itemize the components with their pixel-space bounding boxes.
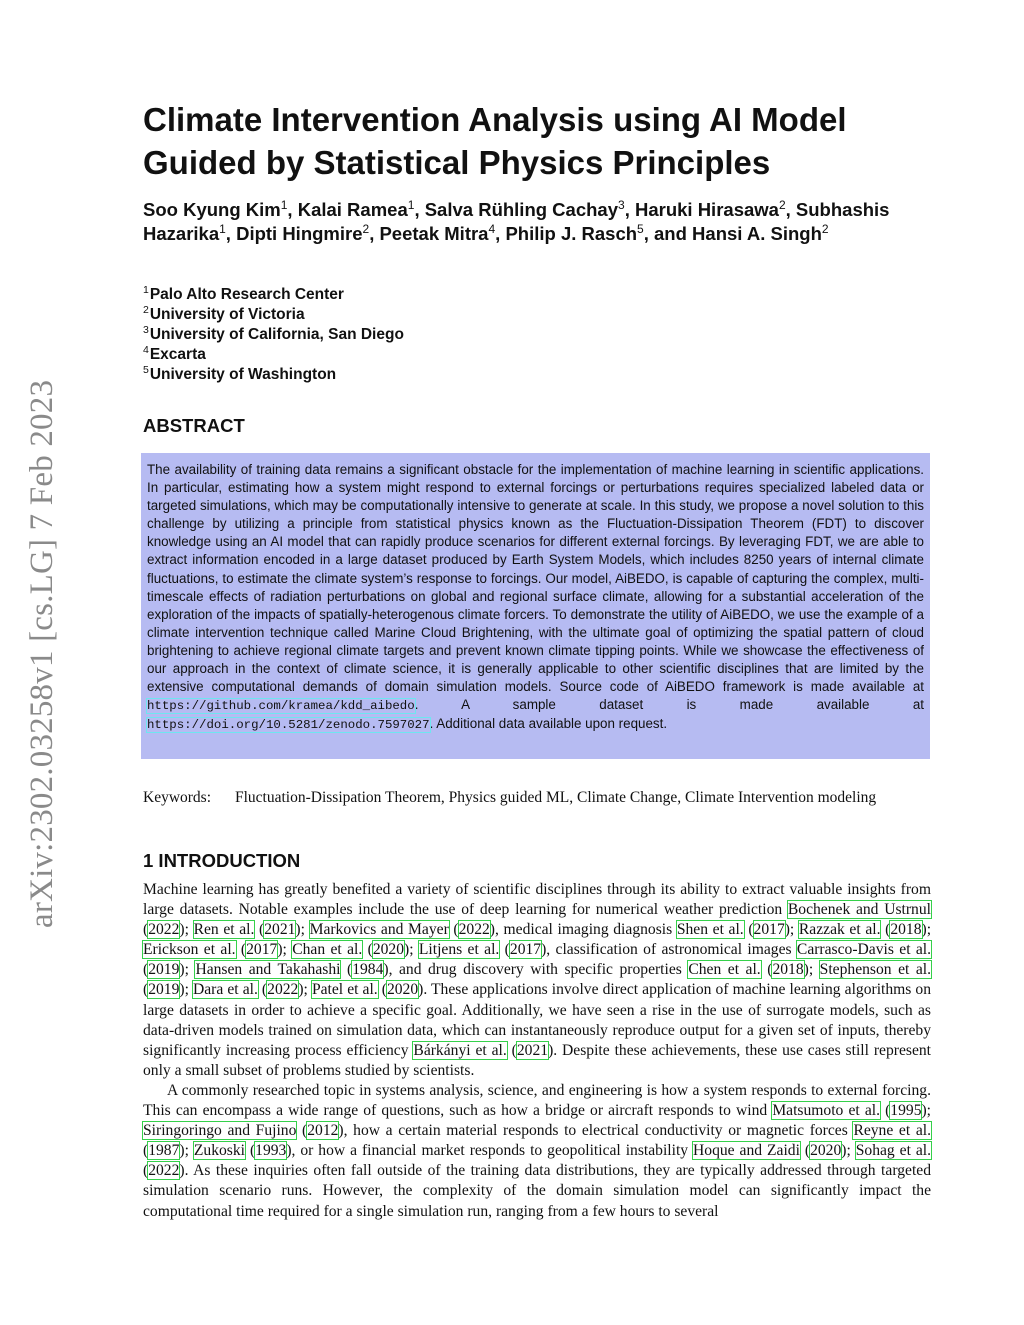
author-name: Soo Kyung Kim [143,199,281,220]
citation-link[interactable]: 2020 [372,941,404,959]
author-list: Soo Kyung Kim$^1$, Kalai Ramea$^1$, Salva Rühling Cachay$^3$, Haruki Hirasawa$^2$, Subhashis Hazarika$^1$, Dipti Hingmire$^2$, Peetak Mitra$^4$, Philip J. Rasch$^5$, and Hansi A. Singh$^2$ [143,198,890,244]
author-affiliation-marker: 1 [407,198,415,212]
affiliation-item [143,325,743,345]
keywords-label: Keywords: [143,789,212,806]
author-affiliation-marker: 2 [821,222,829,236]
citation-link[interactable]: 2017 [509,941,542,959]
citation-link[interactable]: 2018 [772,961,804,979]
keywords-text: Fluctuation-Dissipation Theorem, Physics guided ML, Climate Change, Climate Intervention modeling [235,789,877,806]
affiliation-marker: 5 [143,364,149,376]
affiliation-item [143,345,743,365]
affiliation-marker: 4 [143,344,149,356]
affiliation-list [143,285,743,385]
citation-link[interactable]: Hoque and Zaidi [693,1142,800,1160]
arxiv-identifier: arXiv:2302.03258v1 [cs.LG] 7 Feb 2023 [24,379,60,928]
citation-link[interactable]: 2022 [148,1162,180,1180]
citation-link[interactable]: 1993 [255,1142,287,1160]
abstract-text: . Additional data available upon request. [429,716,668,732]
abstract-text: . A sample dataset is made available at [414,697,924,713]
citation-link[interactable]: Erickson et al. [143,941,236,959]
author-name: Subhashis Hazarika [143,199,890,244]
citation-link[interactable]: 1984 [352,961,384,979]
citation-link[interactable]: 2021 [264,921,296,939]
title-line: Guided by Statistical Physics Principles [143,144,771,181]
citation-link[interactable]: 2019 [148,981,180,999]
author-name: Hansi A. Singh [692,223,822,244]
citation-link[interactable]: Matsumoto et al. [772,1102,880,1120]
citation-link[interactable]: Zukoski [193,1142,245,1160]
citation-link[interactable]: Chan et al. [292,941,363,959]
affiliation-item [143,285,743,305]
author-name: Haruki Hirasawa [634,199,779,220]
section-heading-introduction: 1 INTRODUCTION [143,850,301,871]
citation-link[interactable]: Siringoringo and Fujino [143,1122,297,1140]
citation-link[interactable]: 2022 [267,981,299,999]
citation-link[interactable]: 2020 [810,1142,842,1160]
citation-link[interactable]: Stephenson et al. [819,961,932,979]
author-affiliation-marker: 1 [219,222,226,236]
dataset-url-link[interactable]: https://doi.org/10.5281/zenodo.7597027 [147,718,430,733]
citation-link[interactable]: Bárkányi et al. [413,1041,507,1059]
citation-link[interactable]: 1987 [148,1142,180,1160]
citation-link[interactable]: Litjens et al. [418,941,500,959]
citation-link[interactable]: Reyne et al. [853,1122,931,1140]
author-name: Kalai Ramea [297,199,408,220]
citation-link[interactable]: Sohag et al. [855,1142,932,1160]
affiliation-name: Palo Alto Research Center [149,286,344,303]
citation-link[interactable]: 2022 [148,921,180,939]
citation-link[interactable]: 2022 [458,921,490,939]
affiliation-name: University of California, San Diego [149,326,404,343]
body-paragraph: A commonly researched topic in systems analysis, science, and engineering is how a system responds to external forcing. This can encompass a wide range of questions, such as how a bridge or aircraft responds to wind Matsumoto et al. (1995); Siringoringo and Fujino (2012), how a certain material responds to electrical conductivity or magnetic forces Reyne et al. (1987); Zukoski (1993), or how a financial market responds to geopolitical instability Hoque and Zaidi (2020); Sohag et al. (2022). As these inquiries often fall outside of the training data distributions, they are typically addressed through targeted simulation scenario runs. However, the complexity of the domain simulation model can significantly impact the computational time required for a single simulation run, ranging from a few hours to several [143,1081,932,1220]
keywords [143,789,943,807]
author-affiliation-marker: 4 [488,222,496,236]
author-affiliation-marker: 2 [362,222,370,236]
abstract-box [141,453,930,759]
citation-link[interactable]: 1995 [890,1102,922,1120]
introduction-body [143,880,931,1222]
citation-link[interactable]: 2019 [148,961,180,979]
citation-link[interactable]: Razzak et al. [798,921,881,939]
citation-link[interactable]: Carrasco-Davis et al. [796,941,932,959]
author-affiliation-marker: 5 [637,222,644,236]
code-url-link[interactable]: https://github.com/kramea/kdd_aibedo [147,699,415,714]
abstract-heading: ABSTRACT [143,415,245,436]
author-name: Dipti Hingmire [236,223,363,244]
citation-link[interactable]: 2017 [753,921,785,939]
author-affiliation-marker: 2 [778,198,786,212]
affiliation-name: University of Victoria [149,306,305,323]
author-affiliation-marker: 1 [280,198,288,212]
title-line: Climate Intervention Analysis using AI Model [143,101,847,138]
author-name: Philip J. Rasch [505,223,638,244]
citation-link[interactable]: 2012 [307,1122,339,1140]
citation-link[interactable]: 2017 [246,941,278,959]
citation-link[interactable]: Markovics and Mayer [309,921,449,939]
citation-link[interactable]: 2020 [386,981,419,999]
citation-link[interactable]: Chen et al. [688,961,761,979]
citation-link[interactable]: Bochenek and Ustrnul [787,901,931,919]
affiliation-marker: 3 [143,324,149,336]
abstract-text: The availability of training data remains a significant obstacle for the implementation of machine learning in scientific applications. In particular, estimating how a system might respond to external forcings or perturbations requires specialized labeled data or targeted simulations, which may be computationally intensive to generate at scale. In this study, we propose a novel solution to this challenge by utilizing a principle from statistical physics known as the Fluctuation-Dissipation Theorem (FDT) to discover knowledge using an AI model that can rapidly produce scenarios for different external forcings. By leveraging FDT, we are able to extract information encoded in a large dataset produced by Earth System Models, which includes 8250 years of internal climate fluctuations, to estimate the climate system’s response to forcings. Our model, AiBEDO, is capable of capturing the complex, multi-timescale effects of radiation perturbations on global and regional surface climate, allowing for a substantial acceleration of the exploration of the impacts of spatially-heterogenous climate forcers. To demonstrate the utility of AiBEDO, we use the example of a climate intervention technique called Marine Cloud Brightening, with the ultimate goal of optimizing the spatial pattern of cloud brightening to achieve regional climate targets and prevent known climate tipping points. While we showcase the effectiveness of our approach in the context of climate science, it is generally applicable to other scientific disciplines that are limited by the extensive computational demands of domain simulation models. Source code of AiBEDO framework is made available at [147,462,924,695]
author-affiliation-marker: 3 [618,198,625,212]
affiliation-marker: 2 [143,304,149,316]
citation-link[interactable]: 2021 [516,1041,549,1059]
citation-link[interactable]: 2018 [890,921,922,939]
author-name: Peetak Mitra [379,223,489,244]
citation-link[interactable]: Shen et al. [676,921,744,939]
author-name: Salva Rühling Cachay [424,199,619,220]
citation-link[interactable]: Dara et al. [193,981,258,999]
affiliation-item [143,305,743,325]
body-paragraph: Machine learning has greatly benefited a variety of scientific disciplines through its ability to extract valuable insights from large datasets. Notable examples include the use of deep learning for numerical weather prediction Bochenek and Ustrnul (2022); Ren et al. (2021); Markovics and Mayer (2022), medical imaging diagnosis Shen et al. (2017); Razzak et al. (2018); Erickson et al. (2017); Chan et al. (2020); Litjens et al. (2017), classification of astronomical images Carrasco-Davis et al. (2019); Hansen and Takahashi (1984), and drug discovery with specific properties Chen et al. (2018); Stephenson et al. (2019); Dara et al. (2022); Patel et al. (2020). These applications involve direct application of machine learning algorithms on large datasets in order to achieve a specific goal. Additionally, we have seen a rise in the use of surrogate models, such as data-driven models trained on simulation data, which can instantaneously reproduce output for a given set of inputs, thereby significantly increasing process efficiency Bárkányi et al. (2021). Despite these achievements, these use cases still represent only a small subset of problems studied by scientists. [143,881,932,1079]
citation-link[interactable]: Patel et al. [311,981,378,999]
affiliation-name: University of Washington [149,366,337,383]
paper-title [143,98,943,184]
citation-link[interactable]: Hansen and Takahashi [195,961,341,979]
affiliation-marker: 1 [143,284,149,296]
citation-link[interactable]: Ren et al. [193,921,255,939]
affiliation-item [143,365,743,385]
affiliation-name: Excarta [149,346,206,363]
